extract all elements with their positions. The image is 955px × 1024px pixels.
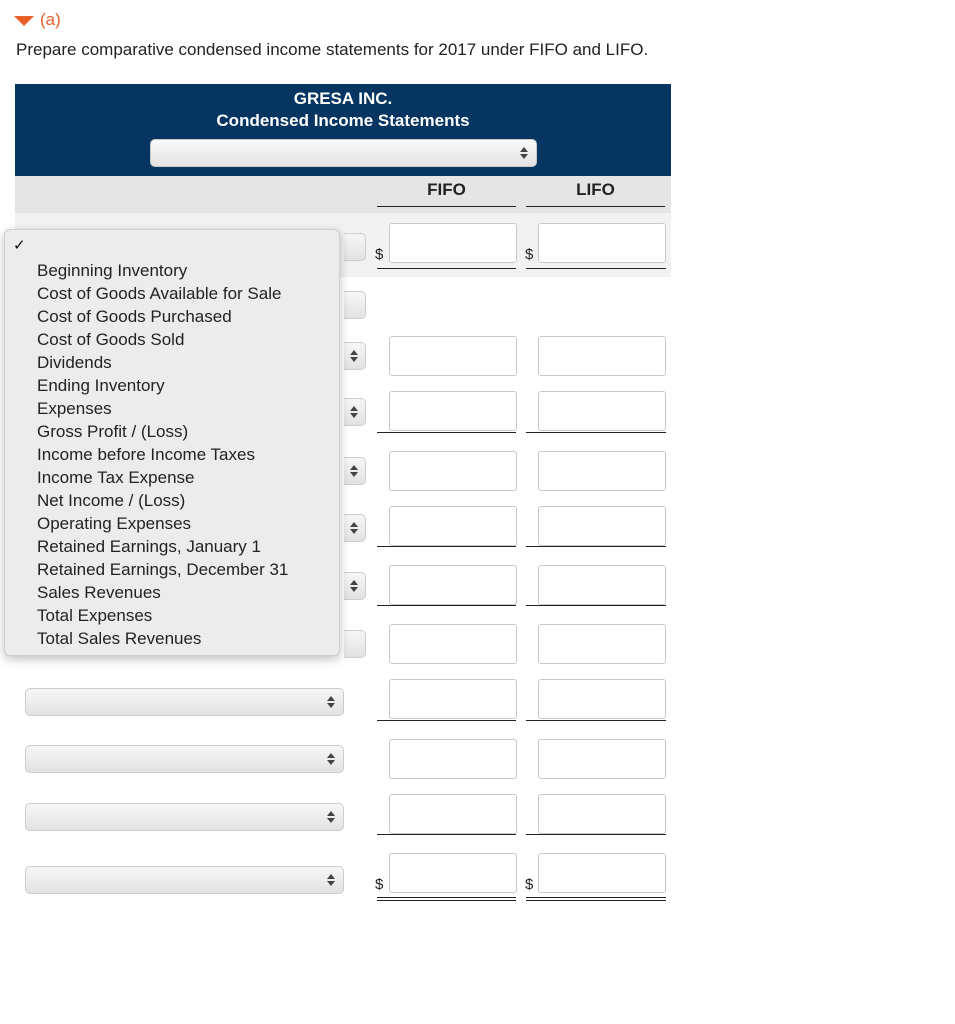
underline [377,605,516,606]
underline [526,432,666,433]
underline [377,268,516,269]
lifo-amount-input[interactable] [538,624,666,664]
updown-arrows-icon [350,465,358,477]
updown-arrows-icon [327,874,335,886]
fifo-amount-input[interactable] [389,391,517,431]
fifo-amount-input[interactable] [389,624,517,664]
menu-item[interactable]: Expenses [37,399,112,418]
updown-arrows-icon [350,522,358,534]
line-item-select[interactable] [344,342,366,370]
lifo-amount-input[interactable] [538,565,666,605]
line-item-select[interactable] [344,572,366,600]
checkmark-icon: ✓ [13,237,26,254]
lifo-amount-input[interactable] [538,853,666,893]
menu-item[interactable]: Gross Profit / (Loss) [37,422,189,441]
underline [377,432,516,433]
underline [377,546,516,547]
statement-header [15,84,671,176]
dollar-sign: $ [525,876,534,893]
menu-item[interactable]: Income before Income Taxes [37,445,255,464]
underline [526,834,666,835]
column-header-band [15,176,671,213]
lifo-amount-input[interactable] [538,336,666,376]
menu-item[interactable]: Net Income / (Loss) [37,491,186,510]
updown-arrows-icon [327,696,335,708]
menu-item[interactable]: Income Tax Expense [37,468,195,487]
lifo-amount-input[interactable] [538,794,666,834]
statement-title: Condensed Income Statements [216,111,470,130]
fifo-amount-input[interactable] [389,679,517,719]
menu-item[interactable]: Cost of Goods Sold [37,330,185,349]
underline [526,546,666,547]
dollar-sign: $ [375,876,384,893]
underline [526,605,666,606]
underline [377,720,516,721]
line-item-select[interactable] [344,291,366,319]
lifo-amount-input[interactable] [538,679,666,719]
updown-arrows-icon [520,147,528,159]
fifo-amount-input[interactable] [389,739,517,779]
menu-item[interactable]: Total Sales Revenues [37,629,202,648]
updown-arrows-icon [327,753,335,765]
line-item-select[interactable] [25,803,344,831]
menu-item[interactable]: Dividends [37,353,112,372]
line-item-select[interactable] [25,688,344,716]
updown-arrows-icon [327,811,335,823]
menu-item[interactable]: Retained Earnings, December 31 [37,560,289,579]
part-a-toggle[interactable] [14,10,61,30]
lifo-amount-input[interactable] [538,739,666,779]
company-name: GRESA INC. [293,89,393,108]
line-item-select[interactable] [25,745,344,773]
menu-item[interactable]: Cost of Goods Purchased [37,307,232,326]
fifo-amount-input[interactable] [389,565,517,605]
part-label: (a) [40,10,61,29]
lifo-amount-input[interactable] [538,506,666,546]
double-underline [377,897,516,901]
menu-item[interactable]: Beginning Inventory [37,261,188,280]
caret-down-icon [14,16,34,26]
instructions: Prepare comparative condensed income statements for 2017 under FIFO and LIFO. [16,40,649,59]
fifo-amount-input[interactable] [389,506,517,546]
menu-item[interactable]: Total Expenses [37,606,153,625]
dollar-sign: $ [525,246,534,263]
double-underline [526,897,666,901]
menu-item[interactable]: Operating Expenses [37,514,192,533]
line-item-select[interactable] [344,398,366,426]
underline [526,720,666,721]
lifo-amount-input[interactable] [538,391,666,431]
underline [377,834,516,835]
fifo-amount-input[interactable] [389,223,517,263]
column-header-lifo: LIFO [526,180,665,207]
line-item-select[interactable] [25,866,344,894]
line-item-select[interactable] [344,514,366,542]
menu-item[interactable]: Sales Revenues [37,583,161,602]
line-item-select[interactable] [344,457,366,485]
line-item-select[interactable] [344,630,366,658]
menu-item[interactable]: Cost of Goods Available for Sale [37,284,282,303]
underline [526,268,666,269]
menu-item[interactable]: Retained Earnings, January 1 [37,537,261,556]
column-header-fifo: FIFO [377,180,516,207]
lifo-amount-input[interactable] [538,223,666,263]
fifo-amount-input[interactable] [389,451,517,491]
line-item-select[interactable] [344,233,366,261]
period-select[interactable] [150,139,537,167]
updown-arrows-icon [350,350,358,362]
dollar-sign: $ [375,246,384,263]
menu-item[interactable]: Ending Inventory [37,376,165,395]
updown-arrows-icon [350,406,358,418]
lifo-amount-input[interactable] [538,451,666,491]
line-item-dropdown-menu[interactable] [4,229,340,656]
fifo-amount-input[interactable] [389,336,517,376]
fifo-amount-input[interactable] [389,794,517,834]
updown-arrows-icon [350,580,358,592]
fifo-amount-input[interactable] [389,853,517,893]
